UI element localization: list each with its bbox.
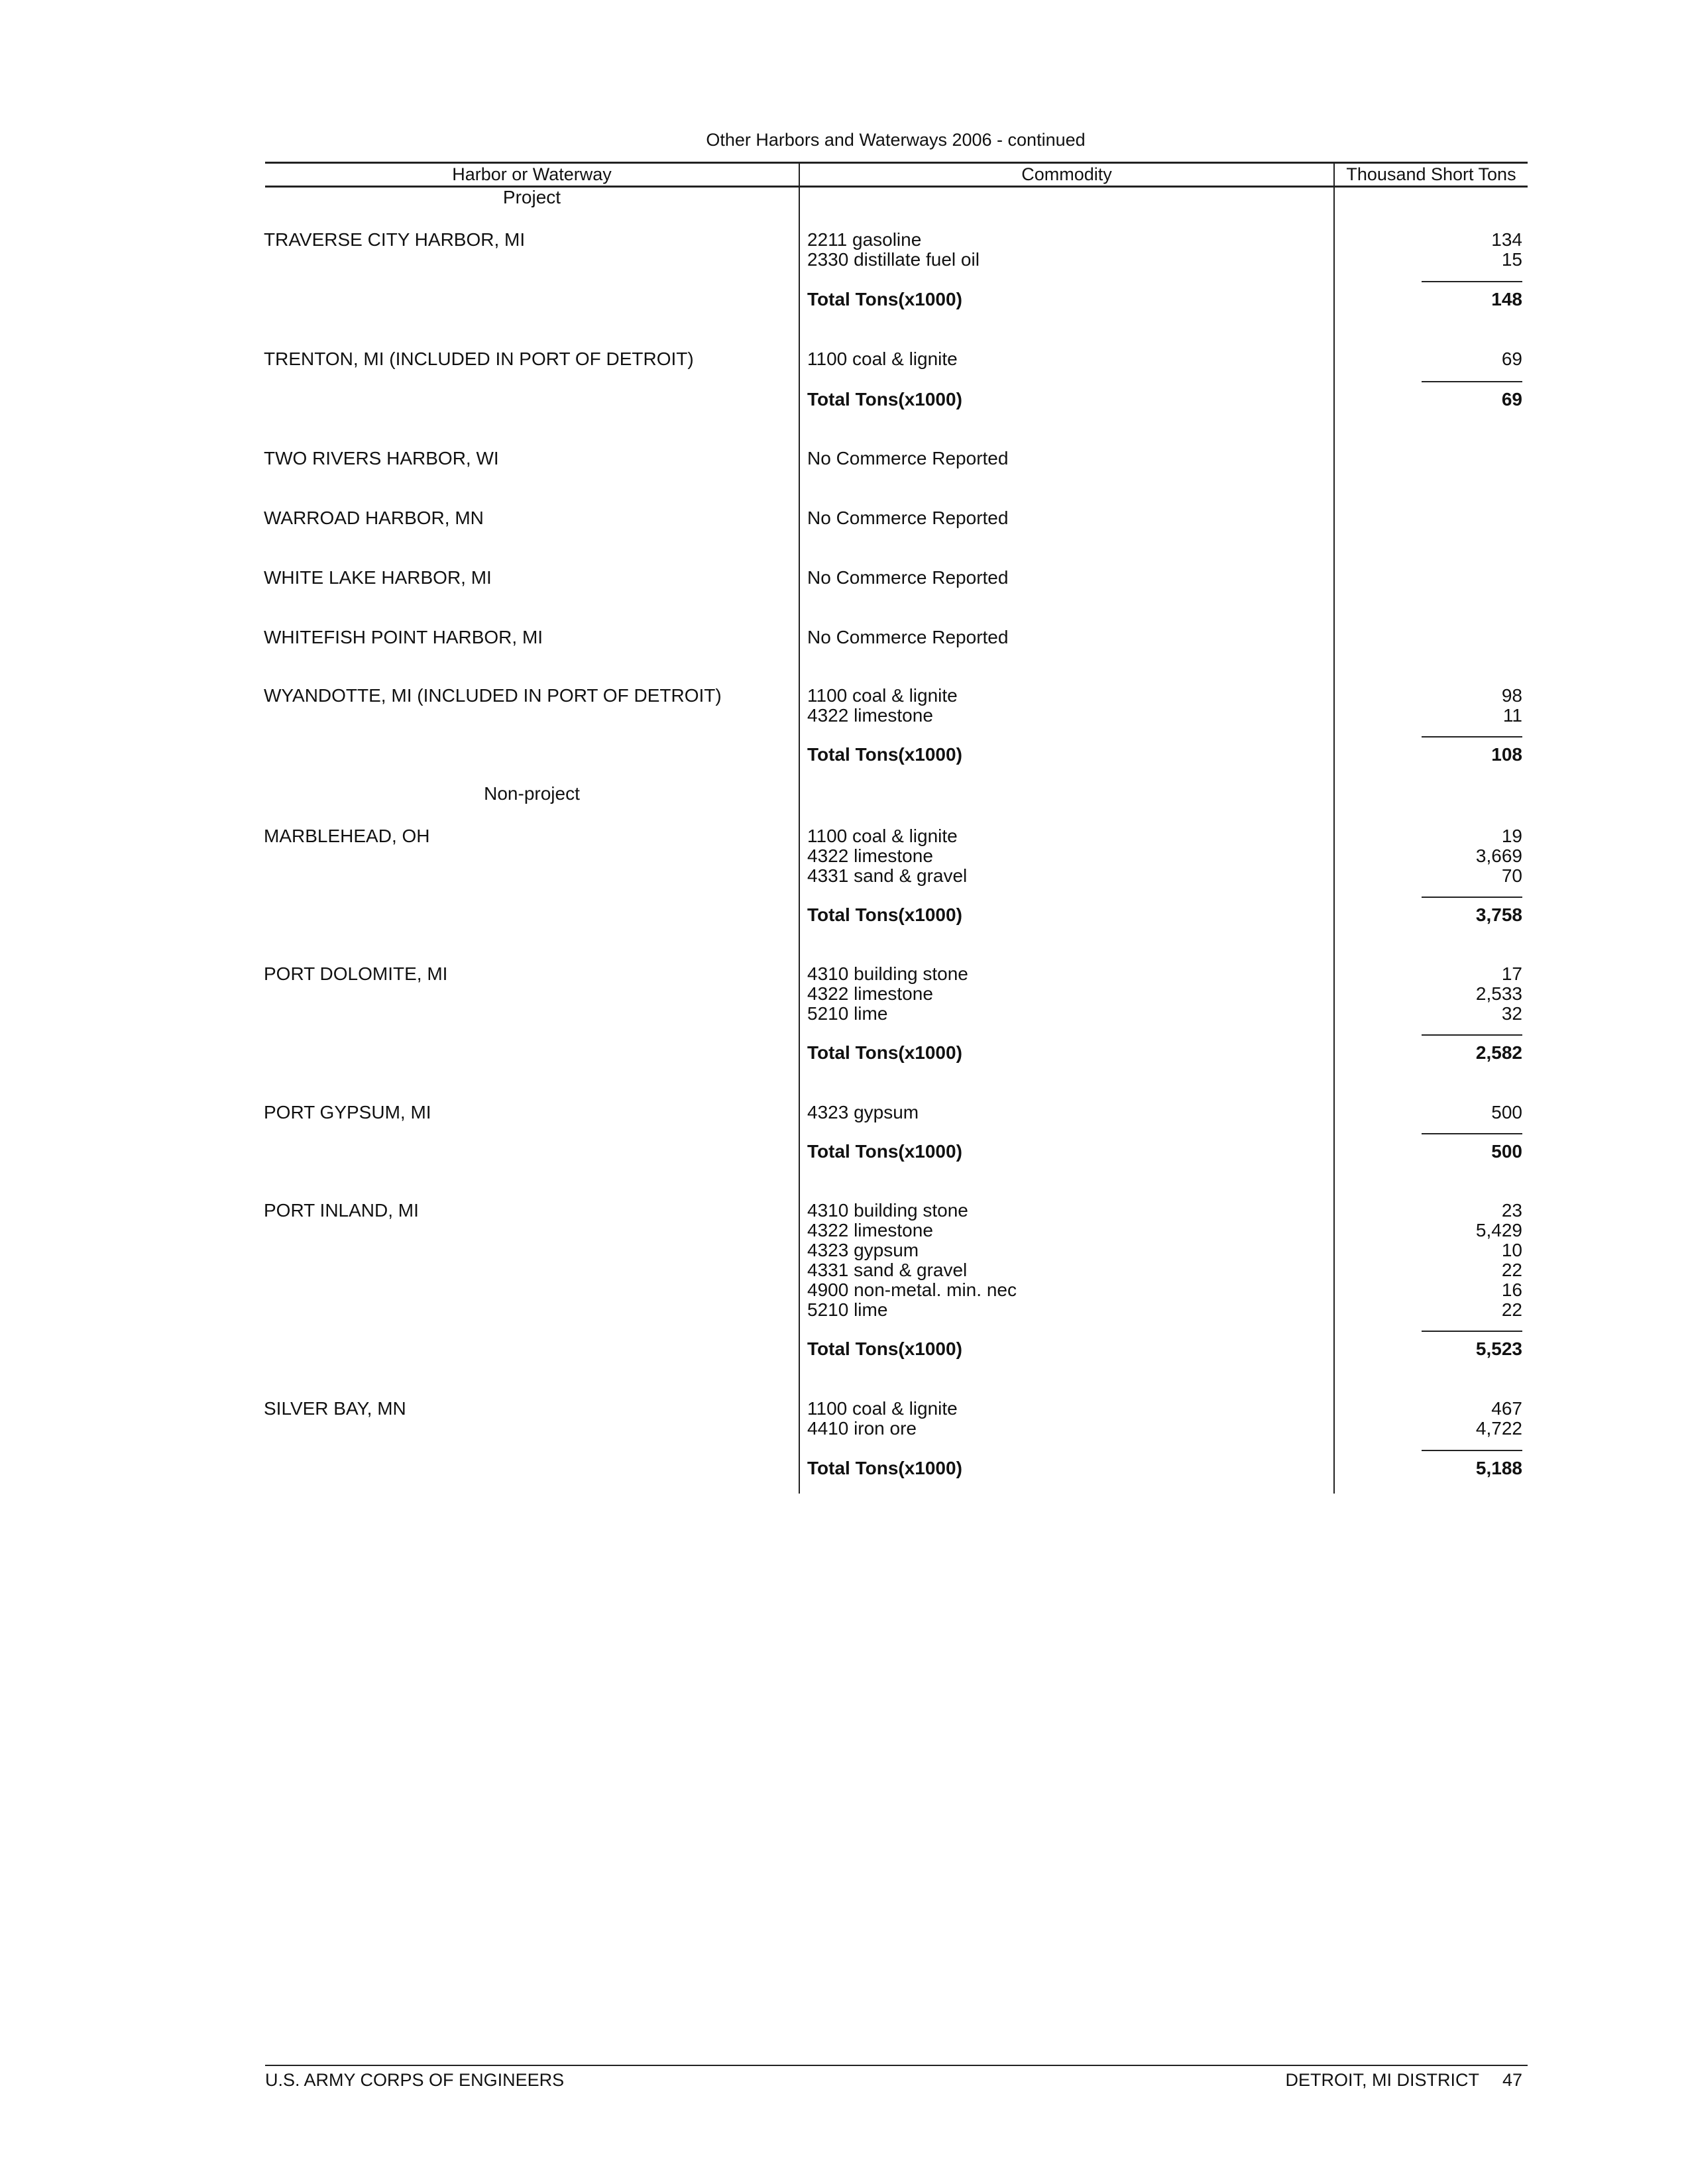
tons-value: 23 [1501, 1200, 1522, 1221]
tons-value: 10 [1501, 1240, 1522, 1260]
column-divider-2 [1333, 162, 1335, 1494]
page-title: Other Harbors and Waterways 2006 - continued [706, 130, 1086, 150]
tons-value: 70 [1501, 865, 1522, 886]
tons-value: 32 [1501, 1003, 1522, 1024]
commodity-item: 4331 sand & gravel [807, 865, 968, 886]
column-header-tons: Thousand Short Tons [1346, 164, 1516, 184]
total-label: Total Tons(x1000) [807, 1141, 962, 1162]
tons-value: 22 [1501, 1299, 1522, 1320]
commodity-item: 2330 distillate fuel oil [807, 249, 980, 270]
harbor-name: PORT INLAND, MI [264, 1200, 419, 1221]
tons-value: 17 [1501, 963, 1522, 984]
commodity-item: 1100 coal & lignite [807, 826, 958, 846]
commodity-item: 1100 coal & lignite [807, 685, 958, 706]
commodity-item: 5210 lime [807, 1003, 888, 1024]
total-rule [1422, 1133, 1522, 1134]
tons-value: 11 [1502, 705, 1522, 726]
total-label: Total Tons(x1000) [807, 1338, 962, 1359]
commodity-item: 4310 building stone [807, 1200, 968, 1221]
tons-value: 500 [1491, 1102, 1522, 1122]
commodity-item: 4310 building stone [807, 963, 968, 984]
harbor-name: PORT DOLOMITE, MI [264, 963, 448, 984]
tons-value: 467 [1491, 1398, 1522, 1419]
tons-value: 16 [1501, 1280, 1522, 1300]
commodity-item: 4322 limestone [807, 705, 933, 726]
harbor-name: WHITE LAKE HARBOR, MI [264, 567, 492, 588]
tons-value: 19 [1501, 826, 1522, 846]
harbor-name: WARROAD HARBOR, MN [264, 508, 484, 528]
commodity-item: 4322 limestone [807, 983, 933, 1004]
commodity-item: 4322 limestone [807, 846, 933, 866]
total-label: Total Tons(x1000) [807, 744, 962, 765]
commodity-item: 2211 gasoline [807, 229, 922, 250]
total-value: 108 [1491, 744, 1522, 765]
total-value: 148 [1491, 289, 1522, 309]
commodity-item: 4322 limestone [807, 1220, 933, 1240]
group-label-nonproject: Non-project [484, 783, 580, 804]
tons-value: 2,533 [1475, 983, 1522, 1004]
total-value: 2,582 [1475, 1042, 1522, 1063]
commodity-item: 1100 coal & lignite [807, 349, 958, 369]
total-rule [1422, 1034, 1522, 1036]
harbor-name: TRAVERSE CITY HARBOR, MI [264, 229, 526, 250]
tons-value: 69 [1501, 349, 1522, 369]
tons-value: 3,669 [1475, 846, 1522, 866]
commodity-item: 4900 non-metal. min. nec [807, 1280, 1017, 1300]
no-commerce-text: No Commerce Reported [807, 567, 1009, 588]
header-top-rule [265, 162, 1528, 164]
commodity-item: 4323 gypsum [807, 1240, 919, 1260]
harbor-name: TRENTON, MI (INCLUDED IN PORT OF DETROIT) [264, 349, 694, 369]
commodity-item: 4323 gypsum [807, 1102, 919, 1122]
group-label-project: Project [502, 187, 561, 207]
total-rule [1422, 381, 1522, 382]
commodity-item: 4410 iron ore [807, 1418, 917, 1439]
total-rule [1422, 736, 1522, 737]
total-label: Total Tons(x1000) [807, 1042, 962, 1063]
column-header-commodity: Commodity [1021, 164, 1112, 184]
page-number: 47 [1502, 2070, 1522, 2090]
total-rule [1422, 1331, 1522, 1332]
total-value: 3,758 [1475, 904, 1522, 925]
tons-value: 22 [1501, 1260, 1522, 1280]
harbor-name: MARBLEHEAD, OH [264, 826, 430, 846]
total-rule [1422, 281, 1522, 282]
tons-value: 5,429 [1475, 1220, 1522, 1240]
total-value: 69 [1501, 389, 1522, 410]
total-label: Total Tons(x1000) [807, 389, 962, 410]
total-label: Total Tons(x1000) [807, 289, 962, 309]
harbor-name: WHITEFISH POINT HARBOR, MI [264, 627, 543, 647]
tons-value: 134 [1491, 229, 1522, 250]
no-commerce-text: No Commerce Reported [807, 508, 1009, 528]
commodity-item: 4331 sand & gravel [807, 1260, 968, 1280]
footer-rule [265, 2065, 1528, 2066]
total-label: Total Tons(x1000) [807, 904, 962, 925]
column-header-harbor: Harbor or Waterway [452, 164, 612, 184]
footer-district: DETROIT, MI DISTRICT [1285, 2070, 1479, 2090]
total-value: 500 [1491, 1141, 1522, 1162]
tons-value: 4,722 [1475, 1418, 1522, 1439]
tons-value: 15 [1501, 249, 1522, 270]
footer-agency: U.S. ARMY CORPS OF ENGINEERS [265, 2070, 565, 2090]
no-commerce-text: No Commerce Reported [807, 448, 1009, 468]
commodity-item: 1100 coal & lignite [807, 1398, 958, 1419]
commodity-item: 5210 lime [807, 1299, 888, 1320]
column-divider-1 [799, 162, 800, 1494]
harbor-name: TWO RIVERS HARBOR, WI [264, 448, 499, 468]
harbor-name: WYANDOTTE, MI (INCLUDED IN PORT OF DETROIT) [264, 685, 722, 706]
total-label: Total Tons(x1000) [807, 1458, 962, 1478]
harbor-name: PORT GYPSUM, MI [264, 1102, 431, 1122]
tons-value: 98 [1501, 685, 1522, 706]
harbor-name: SILVER BAY, MN [264, 1398, 406, 1419]
total-rule [1422, 897, 1522, 898]
no-commerce-text: No Commerce Reported [807, 627, 1009, 647]
total-value: 5,188 [1475, 1458, 1522, 1478]
total-value: 5,523 [1475, 1338, 1522, 1359]
total-rule [1422, 1450, 1522, 1451]
